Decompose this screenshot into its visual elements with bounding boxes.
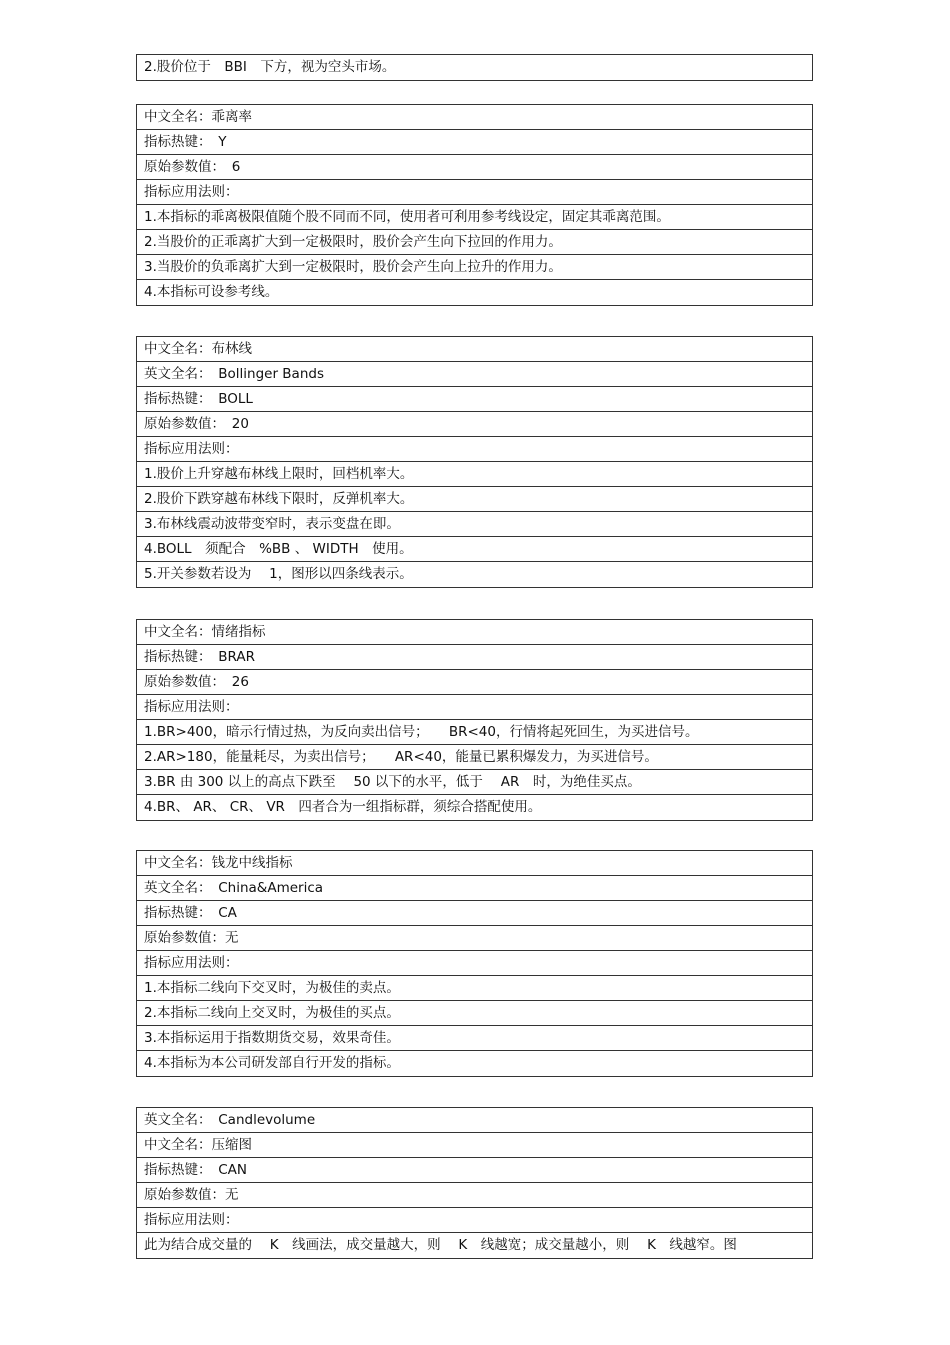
- table-row: 指标热键： BOLL: [137, 387, 812, 412]
- table-row: 英文全名： China&America: [137, 876, 812, 901]
- table-bbi-rule: [136, 54, 813, 81]
- table-row: 中文全名：钱龙中线指标: [137, 851, 812, 876]
- table-row: 3.当股价的负乖离扩大到一定极限时，股价会产生向上拉升的作用力。: [137, 255, 812, 280]
- table-row: 指标应用法则：: [137, 1208, 812, 1233]
- table-row: 原始参数值： 20: [137, 412, 812, 437]
- table-row: 英文全名： Bollinger Bands: [137, 362, 812, 387]
- table-row: 中文全名：情绪指标: [137, 620, 812, 645]
- table-row: 1.BR>400，暗示行情过热，为反向卖出信号； BR<40，行情将起死回生，为买进信号。: [137, 720, 812, 745]
- table-row: 1.本指标的乖离极限值随个股不同而不同，使用者可利用参考线设定，固定其乖离范围。: [137, 205, 812, 230]
- table-row: 中文全名：压缩图: [137, 1133, 812, 1158]
- table-brar: [136, 619, 813, 821]
- table-row: 2.股价下跌穿越布林线下限时，反弹机率大。: [137, 487, 812, 512]
- table-row: 中文全名：布林线: [137, 337, 812, 362]
- table-row: 原始参数值：无: [137, 1183, 812, 1208]
- table-row: 2.AR>180，能量耗尽，为卖出信号； AR<40，能量已累积爆发力，为买进信号。: [137, 745, 812, 770]
- table-row: 此为结合成交量的 K 线画法，成交量越大，则 K 线越宽；成交量越小，则 K 线越窄。图: [144, 1237, 737, 1253]
- table-bias: [136, 104, 813, 306]
- table-row: 指标热键： Y: [137, 130, 812, 155]
- table-row: 指标应用法则：: [137, 951, 812, 976]
- table-row: 2.股价位于 BBI 下方，视为空头市场。: [144, 59, 396, 75]
- table-row: 5.开关参数若设为 1，图形以四条线表示。: [144, 566, 413, 582]
- table-row: 指标应用法则：: [137, 437, 812, 462]
- table-row: 3.布林线震动波带变窄时，表示变盘在即。: [137, 512, 812, 537]
- table-row: 原始参数值： 26: [137, 670, 812, 695]
- table-row: 2.当股价的正乖离扩大到一定极限时，股价会产生向下拉回的作用力。: [137, 230, 812, 255]
- table-row: 4.本指标可设参考线。: [144, 284, 279, 300]
- table-row: 指标热键： CAN: [137, 1158, 812, 1183]
- table-row: 1.股价上升穿越布林线上限时，回档机率大。: [137, 462, 812, 487]
- table-ca: [136, 850, 813, 1077]
- table-row: 3.本指标运用于指数期货交易，效果奇佳。: [137, 1026, 812, 1051]
- table-row: 1.本指标二线向下交叉时，为极佳的卖点。: [137, 976, 812, 1001]
- table-row: 指标热键： CA: [137, 901, 812, 926]
- table-row: 原始参数值：无: [137, 926, 812, 951]
- table-row: 指标应用法则：: [137, 695, 812, 720]
- table-boll: [136, 336, 813, 588]
- table-row: 4.本指标为本公司研发部自行开发的指标。: [144, 1055, 400, 1071]
- table-row: 指标热键： BRAR: [137, 645, 812, 670]
- table-row: 原始参数值： 6: [137, 155, 812, 180]
- table-row: 指标应用法则：: [137, 180, 812, 205]
- table-row: 英文全名： Candlevolume: [137, 1108, 812, 1133]
- table-row: 2.本指标二线向上交叉时，为极佳的买点。: [137, 1001, 812, 1026]
- table-row: 4.BOLL 须配合 %BB 、 WIDTH 使用。: [137, 537, 812, 562]
- table-can: [136, 1107, 813, 1259]
- table-row: 4.BR、 AR、 CR、 VR 四者合为一组指标群，须综合搭配使用。: [144, 799, 542, 815]
- table-row: 3.BR 由 300 以上的高点下跌至 50 以下的水平，低于 AR 时，为绝佳买点。: [137, 770, 812, 795]
- table-row: 中文全名：乖离率: [137, 105, 812, 130]
